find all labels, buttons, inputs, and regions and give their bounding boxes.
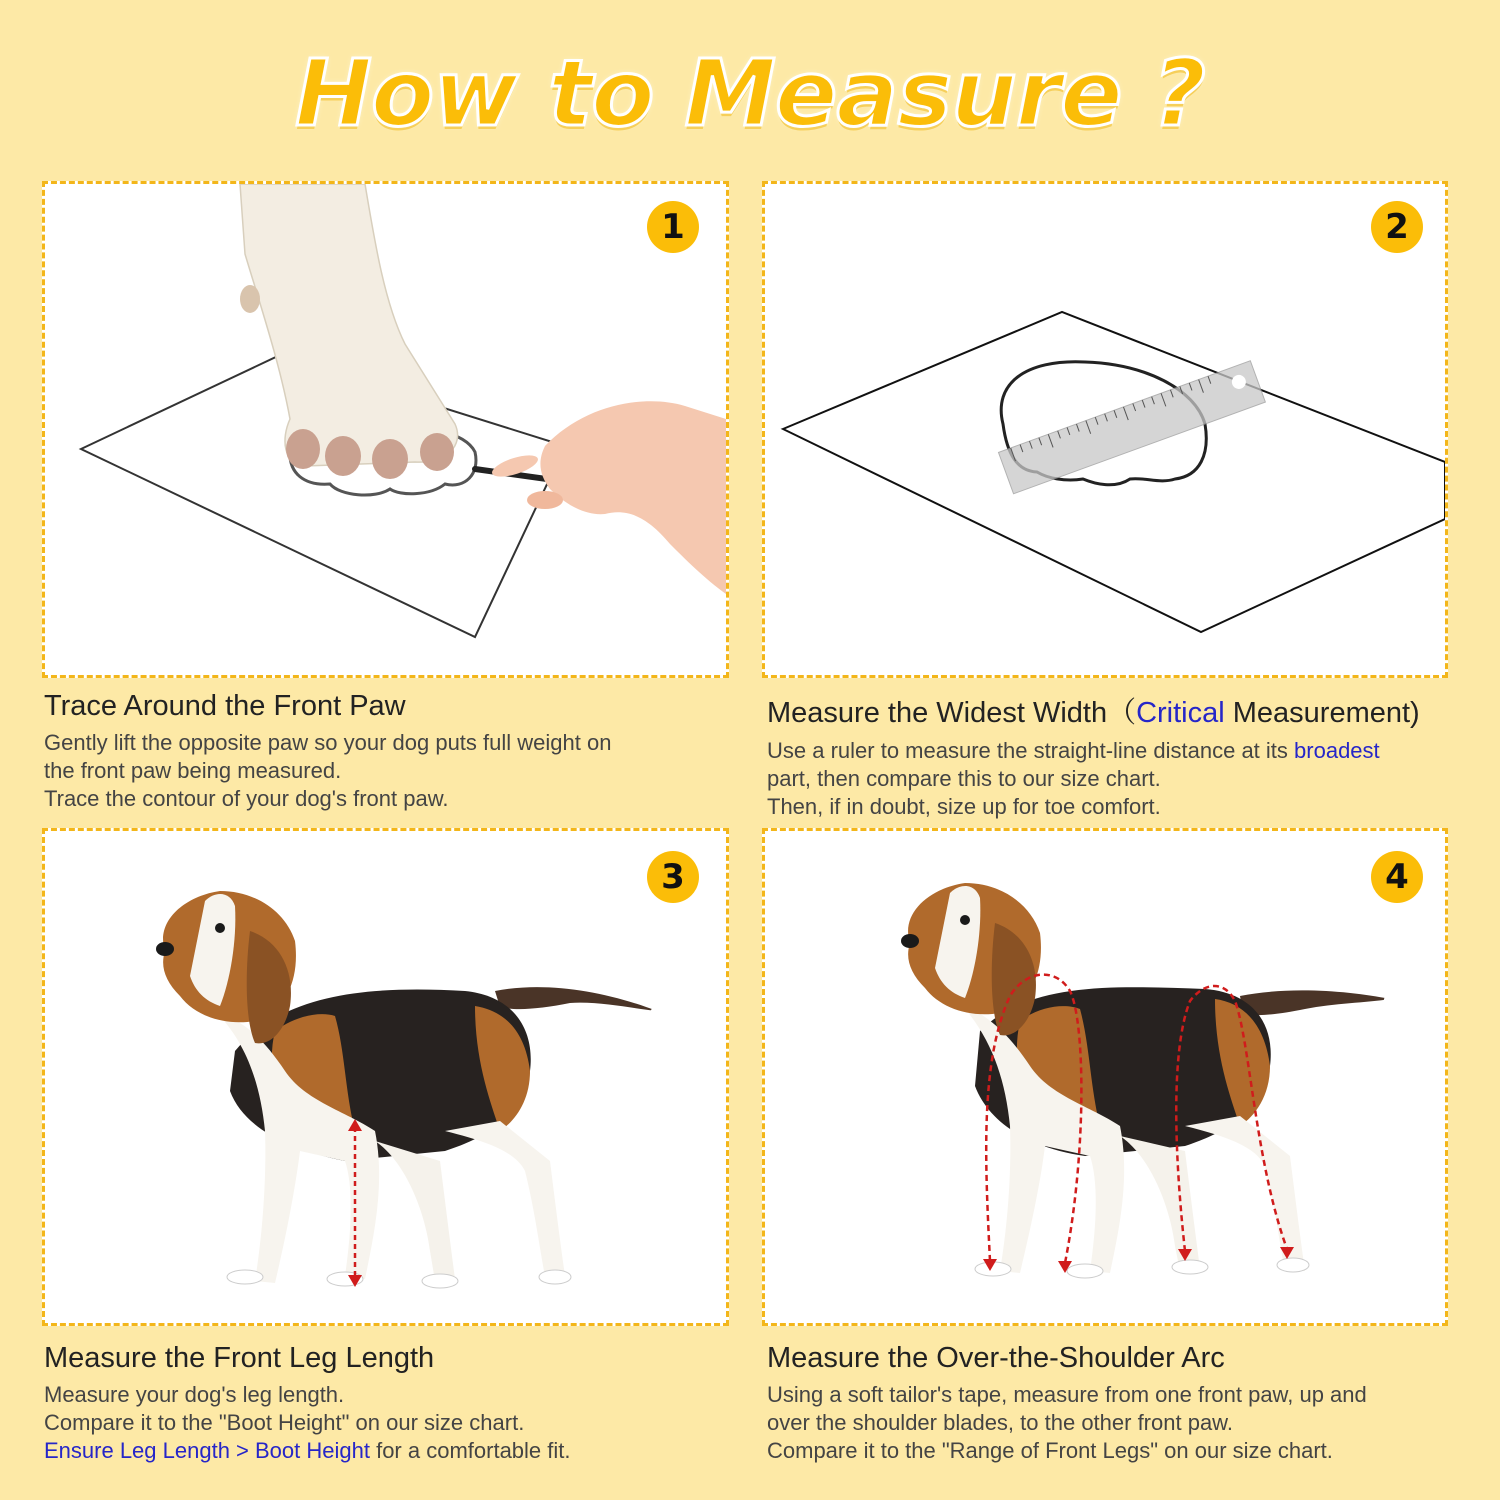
- step-1-badge: 1: [647, 201, 699, 253]
- step-3-image-panel: [42, 828, 729, 1326]
- step-4-caption: [767, 1342, 1487, 1465]
- step-3-line-3: [44, 1437, 734, 1465]
- step-3-line-3-text: for a comfortable fit.: [369, 1438, 571, 1463]
- step-1-line-1: Gently lift the opposite paw so your dog puts full weight on: [44, 730, 612, 755]
- step-2-heading-highlight: Critical: [1136, 697, 1225, 729]
- step-2-line-1-highlight: broadest: [1294, 738, 1380, 763]
- beagle-shoulder-arc-illustration: [765, 831, 1445, 1323]
- step-3-line-2: Compare it to the "Boot Height" on our size chart.: [44, 1410, 525, 1435]
- step-3-description: [44, 1381, 734, 1465]
- step-1-line-3: Trace the contour of your dog's front paw.: [44, 786, 449, 811]
- step-4-heading: Measure the Over-the-Shoulder Arc: [767, 1342, 1225, 1374]
- beagle-leg-length-illustration: [45, 831, 726, 1323]
- step-1-description: [44, 729, 734, 813]
- step-2-line-1: [767, 737, 1487, 765]
- step-1-line-2: the front paw being measured.: [44, 758, 342, 783]
- step-2-line-3: Then, if in doubt, size up for toe comfort.: [767, 794, 1161, 819]
- step-4-image-panel: [762, 828, 1448, 1326]
- step-4-description: [767, 1381, 1487, 1465]
- step-2-line-2: part, then compare this to our size chart.: [767, 766, 1161, 791]
- step-2-line-1-text: Use a ruler to measure the straight-line distance at its: [767, 738, 1295, 763]
- step-2-badge: 2: [1371, 201, 1423, 253]
- step-4-badge: 4: [1371, 851, 1423, 903]
- step-2-heading: [767, 690, 1487, 731]
- ruler-measurement-illustration: [765, 184, 1445, 675]
- step-1-heading: Trace Around the Front Paw: [44, 690, 406, 722]
- step-2-heading-start: Measure the Widest Width（: [767, 697, 1137, 729]
- step-3-heading: Measure the Front Leg Length: [44, 1342, 435, 1374]
- step-4-line-2: over the shoulder blades, to the other front paw.: [767, 1410, 1233, 1435]
- step-4-line-1: Using a soft tailor's tape, measure from one front paw, up and: [767, 1382, 1367, 1407]
- step-3-badge: 3: [647, 851, 699, 903]
- step-2-description: [767, 737, 1487, 821]
- step-1-caption: [44, 690, 734, 813]
- step-2-caption: [767, 690, 1487, 821]
- step-2-heading-end: Measurement): [1224, 697, 1420, 729]
- step-3-line-1: Measure your dog's leg length.: [44, 1382, 345, 1407]
- step-3-caption: [44, 1342, 734, 1465]
- step-3-line-3-highlight: Ensure Leg Length > Boot Height: [44, 1438, 370, 1463]
- step-2-image-panel: [762, 181, 1448, 678]
- paw-tracing-illustration: [45, 184, 726, 675]
- step-1-image-panel: [42, 181, 729, 678]
- page-title: How to Measure ?: [295, 40, 1205, 147]
- step-4-line-3: Compare it to the "Range of Front Legs" on our size chart.: [767, 1438, 1333, 1463]
